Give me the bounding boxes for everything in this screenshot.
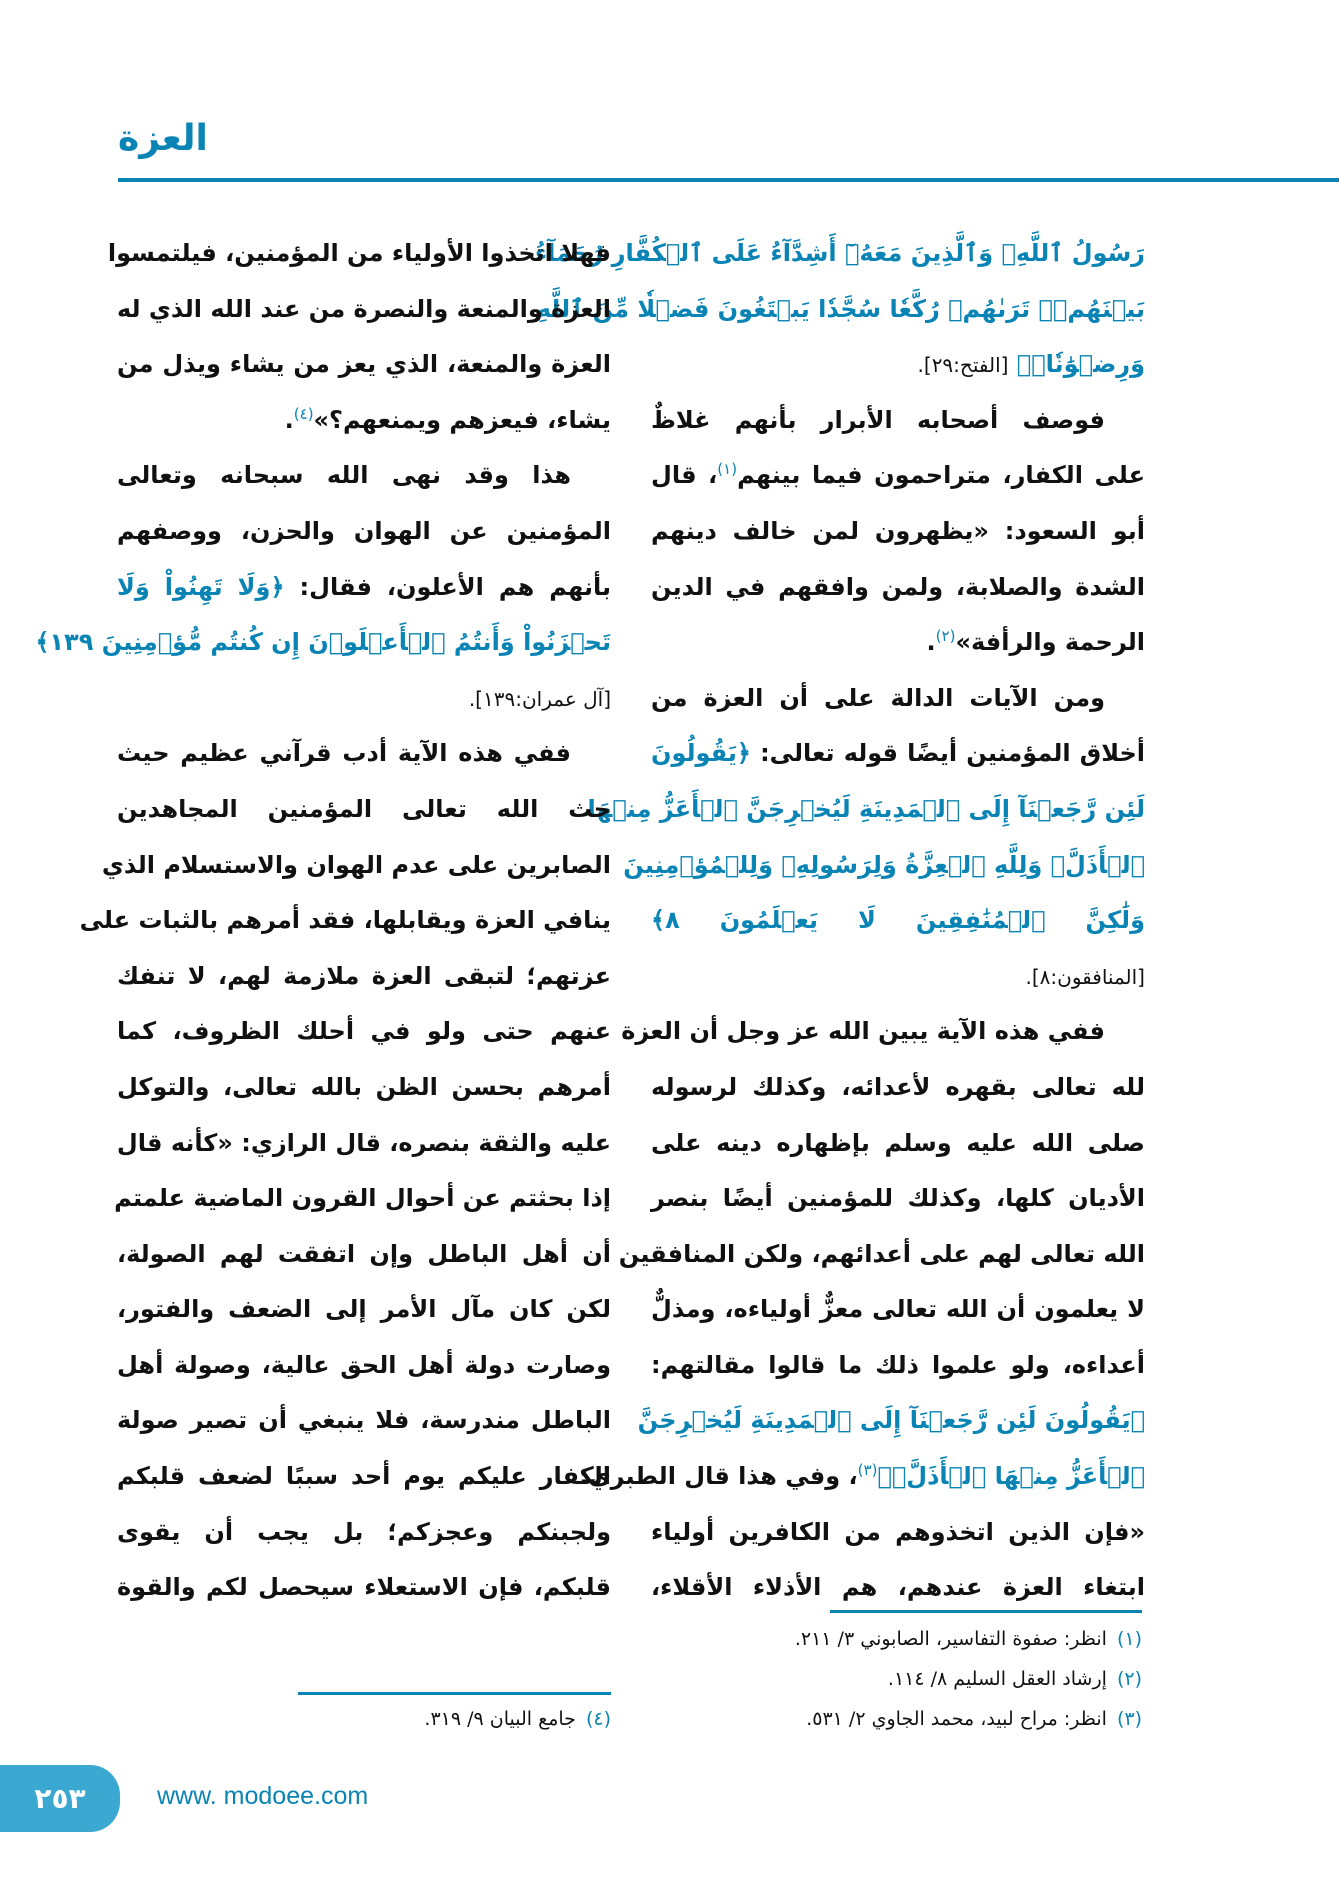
body-text: صلى الله عليه وسلم بإظهاره دينه على xyxy=(651,1128,1145,1157)
body-text: إذا بحثتم عن أحوال القرون الماضية علمتم xyxy=(114,1184,611,1213)
quran-text: بَيۡنَهُمۡۖ تَرَىٰهُمۡ رُكَّعٗا سُجَّدٗا يَبۡتَغُونَ فَضۡلٗا مِّنَ ٱللَّهِ xyxy=(536,294,1145,323)
text-line xyxy=(651,448,1145,504)
body-text: الشدة والصلابة، ولمن وافقهم في الدين xyxy=(651,572,1145,601)
quran-text: لَئِن رَّجَعۡنَآ إِلَى ٱلۡمَدِينَةِ لَيُخۡرِجَنَّ ٱلۡأَعَزُّ مِنۡهَا xyxy=(587,794,1145,823)
quran-text: ٱلۡأَعَزُّ مِنۡهَا ٱلۡأَذَلَّۚ﴾ xyxy=(877,1462,1145,1491)
footnote-marker: (٤) xyxy=(293,404,314,423)
page-number-badge: ٢٥٣ xyxy=(0,1765,120,1832)
footnote-text: انظر: مراح لبيد، محمد الجاوي ٢/ ٥٣١. xyxy=(806,1708,1107,1730)
body-text: ومن الآيات الدالة على أن العزة من xyxy=(651,683,1105,712)
text-line xyxy=(651,726,1145,782)
text-line xyxy=(117,949,611,1005)
footnote-separator-left xyxy=(298,1692,611,1695)
body-text: لله تعالى بقهره لأعدائه، وكذلك لرسوله xyxy=(651,1072,1145,1101)
body-text: لكن كان مآل الأمر إلى الضعف والفتور، xyxy=(117,1295,611,1324)
text-line xyxy=(621,1004,1145,1060)
text-line xyxy=(117,1560,611,1616)
quran-text: وَلَٰكِنَّ ٱلۡمُنَٰفِقِينَ لَا يَعۡلَمُونَ ٨﴾ xyxy=(651,906,1145,935)
body-text: أبو السعود: «يظهرون لمن خالف دينهم xyxy=(651,516,1145,545)
text-line xyxy=(117,1338,611,1394)
body-text: فهلا اتخذوا الأولياء من المؤمنين، فيلتمسوا xyxy=(107,239,611,267)
text-line xyxy=(117,337,611,393)
text-line xyxy=(117,1449,611,1505)
text-line xyxy=(651,615,1145,671)
quran-text: ﴿يَقُولُونَ لَئِن رَّجَعۡنَآ إِلَى ٱلۡمَدِينَةِ لَيُخۡرِجَنَّ xyxy=(637,1406,1145,1435)
text-line xyxy=(587,782,1145,838)
body-text: هذا وقد نهى الله سبحانه وتعالى xyxy=(117,461,571,490)
body-text: حث الله تعالى المؤمنين المجاهدين xyxy=(117,794,611,823)
body-text: الكفار عليكم يوم أحد سببًا لضعف قلبكم xyxy=(117,1462,611,1491)
text-line xyxy=(623,838,1145,894)
text-line xyxy=(651,893,1145,949)
text-line xyxy=(117,282,611,338)
footnote-text: جامع البيان ٩/ ٣١٩. xyxy=(424,1708,576,1730)
footnote-marker: (٢) xyxy=(935,627,956,646)
body-text: الرحمة والرأفة» xyxy=(955,628,1145,657)
body-text: العزة والمنعة، الذي يعز من يشاء ويذل من xyxy=(117,350,611,379)
body-text: عنهم حتى ولو في أحلك الظروف، كما xyxy=(117,1017,611,1046)
body-text: أمرهم بحسن الظن بالله تعالى، والتوكل xyxy=(117,1072,611,1101)
text-line xyxy=(117,504,611,560)
text-line xyxy=(651,504,1145,560)
footnote xyxy=(795,1628,1142,1650)
text-line xyxy=(117,1282,611,1338)
text-line xyxy=(534,226,1145,282)
body-text: عليه والثقة بنصره، قال الرازي: «كأنه قال xyxy=(116,1128,611,1157)
body-text: ، وفي هذا قال الطبري: xyxy=(578,1462,858,1491)
body-text: ، قال xyxy=(651,461,718,490)
footnote-number: (٢) xyxy=(1116,1668,1142,1690)
footnote-marker: (١) xyxy=(717,460,738,479)
footnote xyxy=(806,1708,1142,1730)
body-text: ابتغاء العزة عندهم، هم الأذلاء الأقلاء، xyxy=(651,1573,1145,1602)
text-line xyxy=(117,726,611,782)
quran-text: ﴿وَلَا تَهِنُواْ وَلَا xyxy=(117,572,285,601)
body-text: الباطل مندرسة، فلا ينبغي أن تصير صولة xyxy=(117,1406,611,1435)
footnote-text: إرشاد العقل السليم ٨/ ١١٤. xyxy=(887,1668,1107,1690)
text-line xyxy=(651,1505,1145,1561)
text-line xyxy=(117,448,611,504)
body-text: ولجبنكم وعجزكم؛ بل يجب أن يقوى xyxy=(117,1517,611,1546)
body-text: أن أهل الباطل وإن اتفقت لهم الصولة، xyxy=(117,1239,611,1268)
quran-text: ٱلۡأَذَلَّۚ وَلِلَّهِ ٱلۡعِزَّةُ وَلِرَسُولِهِۦ وَلِلۡمُؤۡمِنِينَ xyxy=(623,850,1145,879)
text-line xyxy=(35,615,611,671)
text-line xyxy=(651,1116,1145,1172)
text-line xyxy=(618,1227,1145,1283)
body-text: وصارت دولة أهل الحق عالية، وصولة أهل xyxy=(117,1350,611,1379)
footnote-marker: (٣) xyxy=(857,1461,878,1480)
body-text: العزة والمنعة والنصرة من عند الله الذي له xyxy=(117,294,611,323)
left-column xyxy=(35,226,611,1616)
header-divider xyxy=(118,178,1339,182)
body-text: الصابرين على عدم الهوان والاستسلام الذي xyxy=(101,850,611,879)
text-line xyxy=(117,1004,611,1060)
body-text: الله تعالى لهم على أعدائهم، ولكن المنافقين xyxy=(618,1239,1145,1268)
text-line xyxy=(117,560,611,616)
text-line xyxy=(117,782,611,838)
body-text: ففي هذه الآية أدب قرآني عظيم حيث xyxy=(117,739,571,768)
footnote xyxy=(424,1708,611,1730)
text-line xyxy=(117,1227,611,1283)
verse-reference: [الفتح:٢٩]. xyxy=(917,353,1009,378)
text-line xyxy=(651,1171,1145,1227)
text-line xyxy=(651,1282,1145,1338)
quran-text: رَسُولُ ٱللَّهِۚ وَٱلَّذِينَ مَعَهُۥٓ أَشِدَّآءُ عَلَى ٱلۡكُفَّارِ رُحَمَآءُ xyxy=(534,239,1145,267)
body-text: يشاء، فيعزهم ويمنعهم؟» xyxy=(313,405,611,434)
text-line xyxy=(651,337,1145,393)
body-text: ينافي العزة ويقابلها، فقد أمرهم بالثبات على xyxy=(79,906,611,935)
quran-text: وَرِضۡوَٰنٗاۖ﴾ xyxy=(1008,350,1145,379)
verse-reference: [المنافقون:٨]. xyxy=(1025,964,1145,989)
body-text: «فإن الذين اتخذوهم من الكافرين أولياء xyxy=(651,1517,1145,1546)
text-line xyxy=(637,1393,1145,1449)
body-text: أخلاق المؤمنين أيضًا قوله تعالى: xyxy=(750,739,1145,768)
text-line xyxy=(651,949,1145,1005)
text-line xyxy=(578,1449,1145,1505)
footnote xyxy=(888,1668,1142,1690)
body-text: على الكفار، متراحمون فيما بينهم xyxy=(737,461,1145,490)
quran-text: تَحۡزَنُواْ وَأَنتُمُ ٱلۡأَعۡلَوۡنَ إِن كُنتُم مُّؤۡمِنِينَ ١٣٩﴾ xyxy=(35,628,611,657)
body-text: الأديان كلها، وكذلك للمؤمنين أيضًا بنصر xyxy=(651,1184,1145,1213)
body-text: . xyxy=(284,405,294,434)
text-line xyxy=(117,1505,611,1561)
footnote-text: انظر: صفوة التفاسير، الصابوني ٣/ ٢١١. xyxy=(794,1628,1107,1650)
footnote-number: (٣) xyxy=(1116,1708,1142,1730)
body-text: عزتهم؛ لتبقى العزة ملازمة لهم، لا تنفك xyxy=(117,961,611,990)
quran-text: ﴿يَقُولُونَ xyxy=(651,739,751,768)
chapter-title: العزة xyxy=(118,118,208,159)
text-line xyxy=(114,1171,611,1227)
text-line xyxy=(117,1393,611,1449)
body-text: ففي هذه الآية يبين الله عز وجل أن العزة xyxy=(621,1017,1105,1046)
text-line xyxy=(117,393,611,449)
text-line xyxy=(117,1116,611,1172)
footnote-separator-right xyxy=(830,1610,1142,1613)
verse-reference: [آل عمران:١٣٩]. xyxy=(468,686,611,711)
text-line xyxy=(101,838,611,894)
text-line xyxy=(536,282,1145,338)
text-line xyxy=(651,1060,1145,1116)
text-line xyxy=(117,1060,611,1116)
text-line xyxy=(651,393,1145,449)
text-line xyxy=(651,671,1145,727)
body-text: فوصف أصحابه الأبرار بأنهم غلاظٌ xyxy=(651,405,1105,434)
footnote-number: (٤) xyxy=(585,1708,611,1730)
text-line xyxy=(651,1560,1145,1616)
text-line xyxy=(117,671,611,727)
body-text: أعداءه، ولو علموا ذلك ما قالوا مقالتهم: xyxy=(651,1350,1145,1379)
text-line xyxy=(107,226,611,282)
body-text: لا يعلمون أن الله تعالى معزٌّ أولياءه، ومذلٌّ xyxy=(651,1295,1145,1324)
body-text: . xyxy=(926,628,936,657)
body-text: المؤمنين عن الهوان والحزن، ووصفهم xyxy=(117,516,611,545)
body-text: بأنهم هم الأعلون، فقال: xyxy=(284,572,611,601)
website-link[interactable]: www. modoee.com xyxy=(157,1782,369,1810)
text-line xyxy=(651,560,1145,616)
footnote-number: (١) xyxy=(1116,1628,1142,1650)
text-line xyxy=(651,1338,1145,1394)
body-text: قلبكم، فإن الاستعلاء سيحصل لكم والقوة xyxy=(117,1573,611,1602)
text-line xyxy=(79,893,611,949)
